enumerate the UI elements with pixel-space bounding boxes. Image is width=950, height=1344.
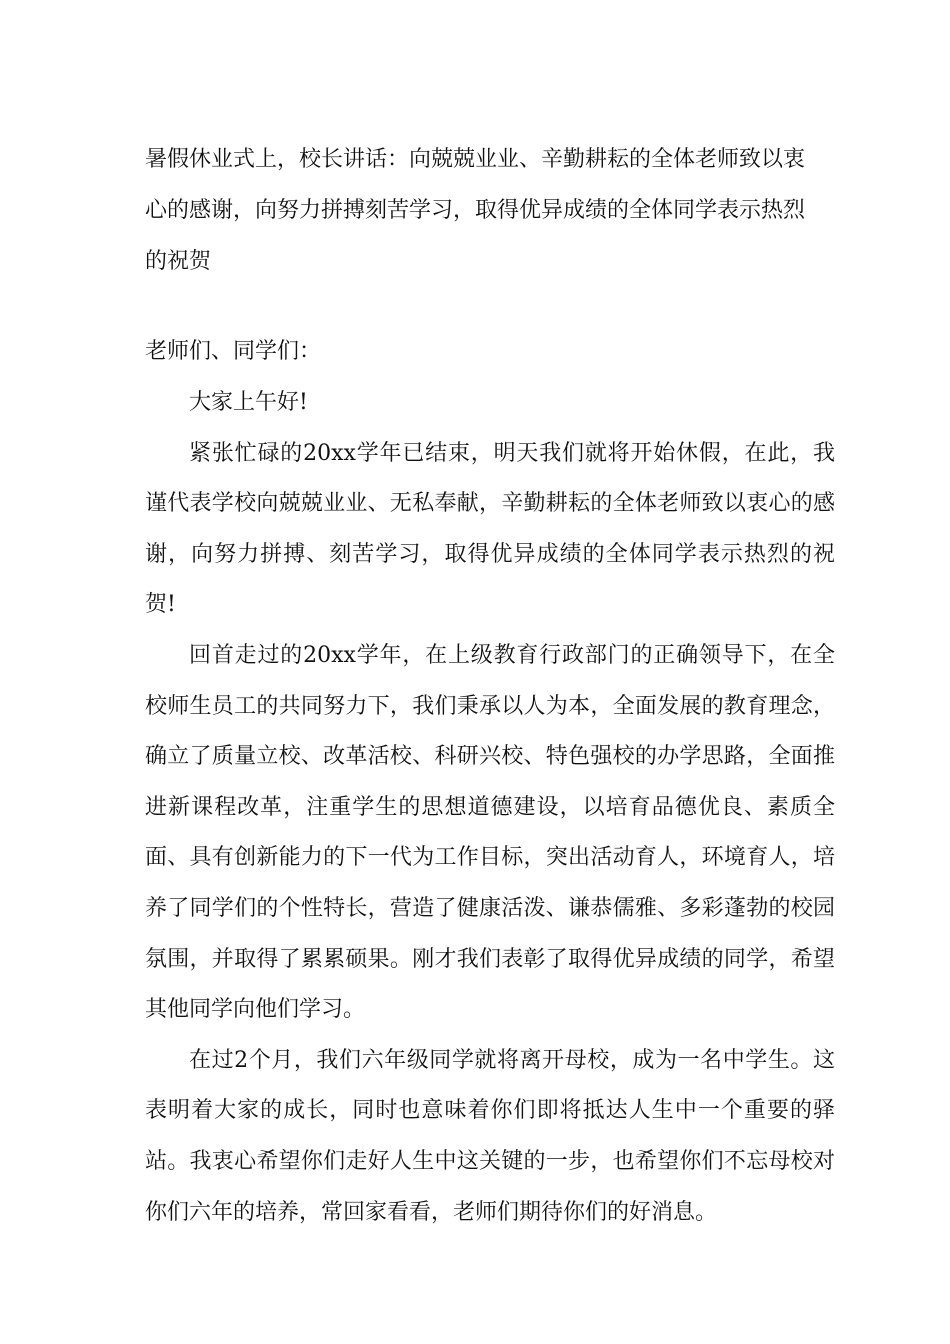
document-body [145, 378, 835, 1238]
paragraph-thanks: 紧张忙碌的20xx学年已结束，明天我们就将开始休假，在此，我谨代表学校向兢兢业业、无私奉献，辛勤耕耘的全体老师致以衷心的感谢，向努力拼搏、刻苦学习，取得优异成绩的全体同学表示热烈的祝贺! [145, 440, 835, 618]
document-page [145, 0, 835, 1344]
paragraph-review: 回首走过的20xx学年，在上级教育行政部门的正确领导下，在全校师生员工的共同努力下，我们秉承以人为本，全面发展的教育理念，确立了质量立校、改革活校、科研兴校、特色强校的办学思路，全面推进新课程改革，注重学生的思想道德建设，以培育品德优良、素质全面、具有创新能力的下一代为工作目标，突出活动育人，环境育人，培养了同学们的个性特长，营造了健康活泼、谦恭儒雅、多彩蓬勃的校园氛围，并取得了累累硕果。刚才我们表彰了取得优异成绩的同学，希望其他同学向他们学习。 [145, 642, 835, 1023]
salutation: 老师们、同学们： [145, 339, 322, 364]
document-title: 暑假休业式上，校长讲话：向兢兢业业、辛勤耕耘的全体老师致以衷心的感谢，向努力拼搏刻苦学习，取得优异成绩的全体同学表示热烈的祝贺 [145, 147, 806, 274]
paragraph-graduates: 在过2个月，我们六年级同学就将离开母校，成为一名中学生。这表明着大家的成长，同时也意味着你们即将抵达人生中一个重要的驿站。我衷心希望你们走好人生中这关键的一步，也希望你们不忘母校对你们六年的培养，常回家看看，老师们期待你们的好消息。 [145, 1047, 835, 1225]
paragraph-greeting: 大家上午好! [189, 390, 308, 415]
